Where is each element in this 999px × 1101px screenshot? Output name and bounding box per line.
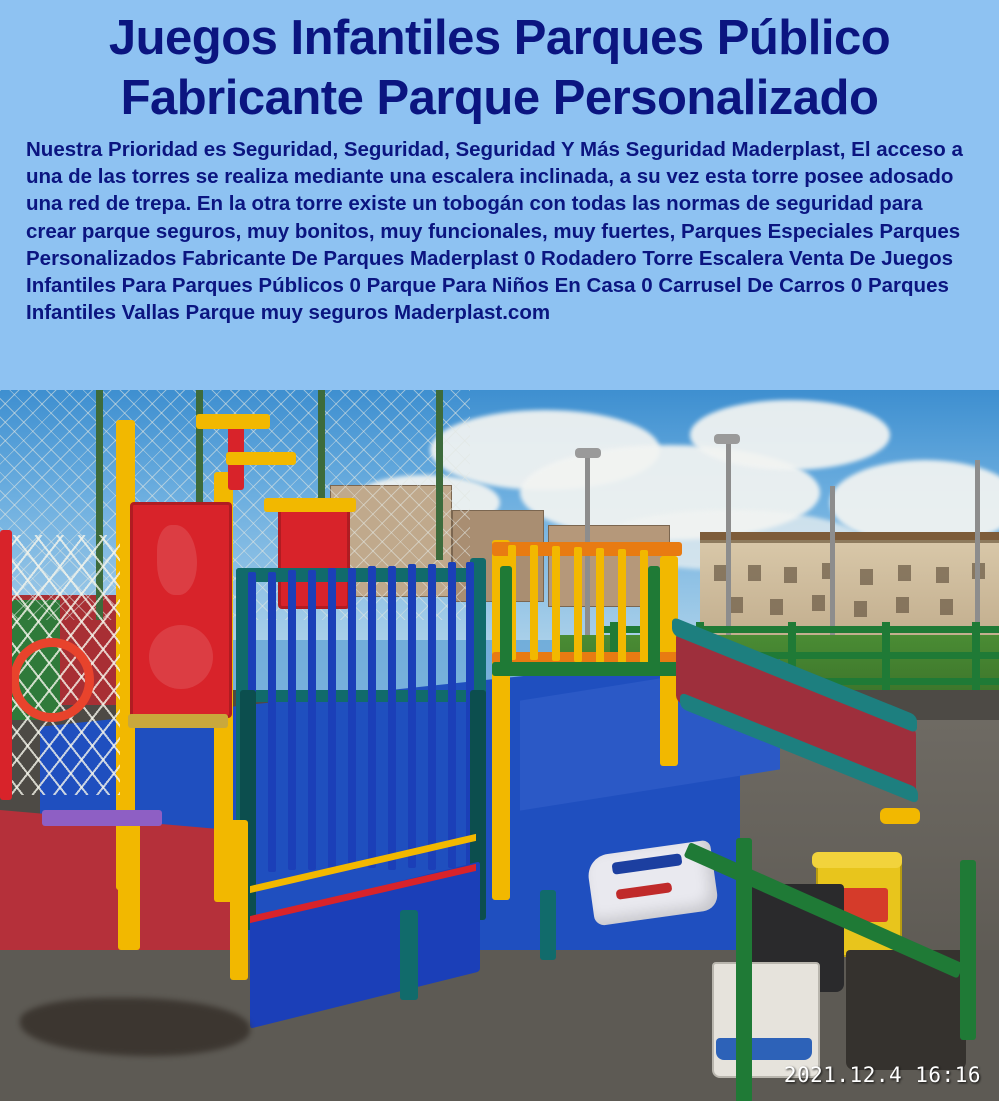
- tower-post-green: [648, 566, 660, 666]
- stair-post-teal: [540, 890, 556, 960]
- tower-post-green: [500, 566, 512, 666]
- tower-crossbar-yellow: [226, 452, 296, 465]
- net-frame-post: [0, 530, 12, 800]
- climbing-ring: [10, 638, 94, 722]
- poster-body-text: Nuestra Prioridad es Seguridad, Seguridad, Seguridad Y Más Seguridad Maderplast, El acceso a una de las torres se realiza mediante una escalera inclinada, a su vez esta torre posee adosado una red de trepa. En la otra torre existe un tobogán con todas las normas de seguridad para crear parque seguros, muy bonitos, muy funcionales, muy fuertes, Parques Especiales Parques Personalizados Fabricante De Parques Maderplast 0 Rodadero Torre Escalera Venta De Juegos Infantiles Para Parques Públicos 0 Parque Para Niños En Casa 0 Carrusel De Carros 0 Parques Infantiles Vallas Parque muy seguros Maderplast.com: [26, 137, 963, 325]
- green-rail-post: [736, 838, 752, 1101]
- red-play-panel: [130, 502, 232, 718]
- tower-crossbar-yellow: [264, 498, 356, 512]
- light-pole: [975, 460, 980, 630]
- poster-title-line-2: Fabricante Parque Personalizado: [120, 70, 879, 125]
- structure-crossbar: [42, 810, 162, 826]
- poster-header: [0, 0, 999, 390]
- green-rail-post: [960, 860, 976, 1040]
- photo-timestamp: 2021.12.4 16:16: [783, 1063, 981, 1087]
- poster-title-line-1: Juegos Infantiles Parques Público: [108, 11, 891, 65]
- lamp-head-icon: [575, 448, 601, 458]
- panel-base-trim: [128, 714, 228, 728]
- bucket-label: [716, 1038, 812, 1060]
- structure-post-yellow: [118, 820, 140, 950]
- bucket-rim: [812, 852, 902, 868]
- tower-handrail-orange: [492, 542, 682, 556]
- tower-crossbar-yellow: [196, 414, 270, 429]
- stair-post-teal: [400, 910, 418, 1000]
- white-bucket: [712, 962, 820, 1078]
- playground-photograph: [0, 390, 999, 1101]
- light-pole: [726, 438, 731, 638]
- stair-post-yellow: [230, 820, 248, 980]
- light-pole: [830, 486, 835, 636]
- fence-post: [436, 390, 443, 560]
- lamp-head-icon: [714, 434, 740, 444]
